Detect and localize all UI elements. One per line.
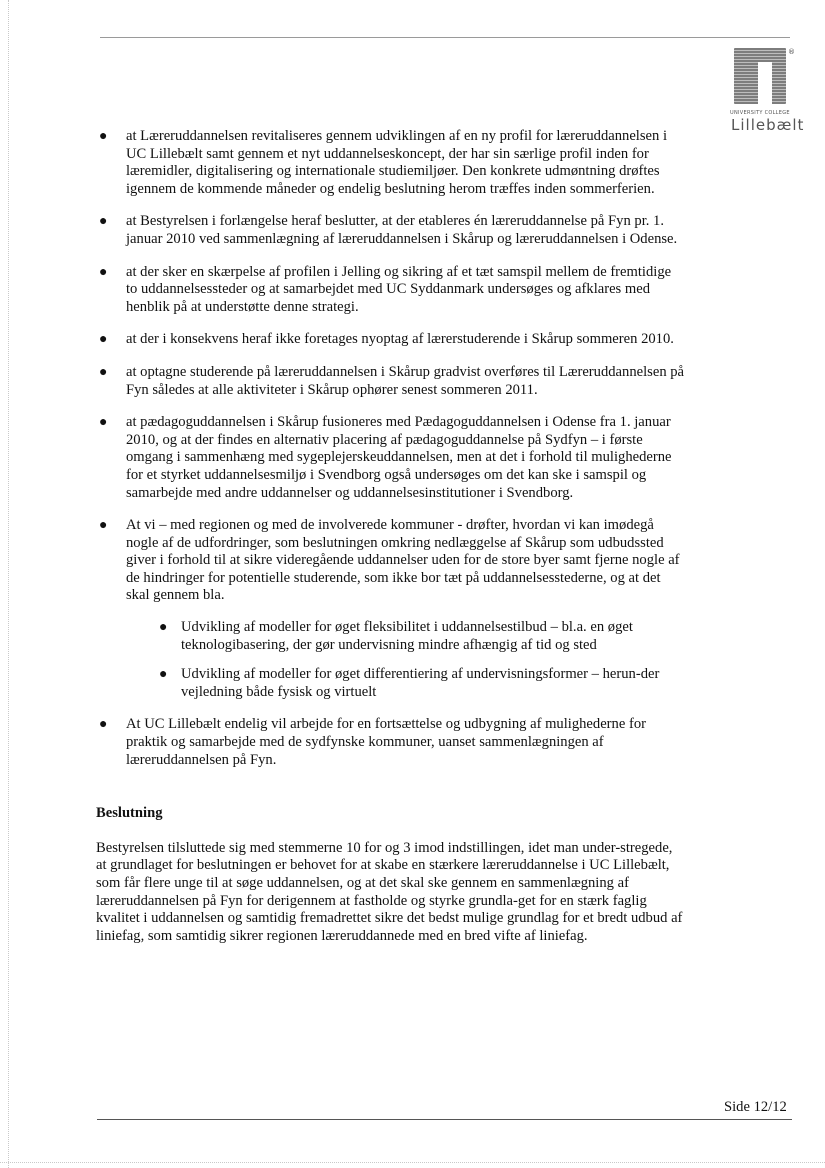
bullet-icon: ● bbox=[99, 364, 108, 380]
bullet-text: at pædagoguddannelsen i Skårup fusioneres med Pædagoguddannelsen i Odense fra 1. januar 2010, og at der findes en alternativ placering af pædagoguddannelse på Sydfyn – i første omgang i sammenhæng med sygeplejerskeuddannelsen, men at det i forhold til mulighederne for et styrket uddannelsesmiljø i Svendborg også undersøges om det kan ske i samspil og samarbejde med andre uddannelser og uddannelsesinstitutioner i Svendborg. bbox=[126, 414, 672, 501]
bullet-text: At vi – med regionen og med de involverede kommuner - drøfter, hvordan vi kan imødegå nogle af de udfordringer, som beslutningen omkring nedlæggelse af Skårup som udbudssted giver i forhold til at sikre videregående uddannelser uden for de store byer samt fjerne nogle af de hindringer for potentielle studerende, som ikke bor tæt på uddannelsesstederne, og at det skal gennem bla. bbox=[126, 517, 680, 604]
bullet-item bbox=[96, 128, 686, 198]
bullet-icon: ● bbox=[99, 518, 108, 534]
bullet-text: at Bestyrelsen i forlængelse heraf beslutter, at der etableres én læreruddannelse på Fyn pr. 1. januar 2010 ved sammenlægning af læreruddannelsen i Skårup og læreruddannelsen i Odense. bbox=[126, 213, 678, 247]
document-body bbox=[96, 128, 686, 945]
sub-bullet-text: Udvikling af modeller for øget differentiering af undervisningsformer – herun-der vejledning både fysisk og virtuelt bbox=[181, 666, 660, 700]
bullet-item bbox=[96, 414, 686, 502]
bullet-icon: ● bbox=[159, 620, 168, 636]
sub-bullet-item bbox=[126, 619, 686, 654]
page-number: Side 12/12 bbox=[724, 1099, 787, 1115]
bullet-icon: ● bbox=[99, 415, 108, 431]
bullet-item bbox=[96, 331, 686, 349]
bullet-text: at der sker en skærpelse af profilen i Jelling og sikring af et tæt samspil mellem de fremtidige to uddannelsessteder og at samarbejdet med UC Syddanmark undersøges og afklares med henblik på at understøtte denne strategi. bbox=[126, 263, 672, 315]
bullet-item bbox=[96, 716, 686, 769]
logo-mark-icon bbox=[734, 48, 786, 104]
scan-bottom-line bbox=[0, 1162, 825, 1163]
sub-bullet-list bbox=[126, 619, 686, 701]
bullet-text: At UC Lillebælt endelig vil arbejde for en fortsættelse og udbygning af mulighederne for praktik og samarbejde med de sydfynske kommuner, uanset sammenlægningen af læreruddannelsen på Fyn. bbox=[126, 716, 646, 768]
logo-subtitle: UNIVERSITY COLLEGE bbox=[730, 110, 790, 116]
bullet-text: at Læreruddannelsen revitaliseres gennem udviklingen af en ny profil for læreruddannelsen i UC Lillebælt samt gennem et nyt uddannelseskoncept, der har sin særlige profil inden for læremidler, digitalisering og internationale studiemiljøer. Den konkrete udmøntning drøftes igennem de kommende måneder og endelig beslutning herom træffes inden sommerferien. bbox=[126, 128, 668, 197]
registered-mark: ® bbox=[788, 48, 795, 56]
logo-name: Lillebælt bbox=[731, 116, 805, 134]
sub-bullet-item bbox=[126, 666, 686, 701]
bullet-icon: ● bbox=[99, 717, 108, 733]
scan-edge-line bbox=[8, 0, 9, 1168]
bullet-icon: ● bbox=[99, 214, 108, 230]
decision-heading: Beslutning bbox=[96, 805, 163, 822]
decision-paragraph: Bestyrelsen tilsluttede sig med stemmerne 10 for og 3 imod indstillingen, idet man under-stregede, at grundlaget for beslutningen er behovet for at skabe en stærkere læreruddannelse i UC Lillebælt, som får flere unge til at søge uddannelsen, og at det skal ske gennem en sammenlægning af læreruddannelsen på Fyn for derigennem at fastholde og styrke grundla-get for en stærk faglig kvalitet i uddannelsen og samtidig fremadrettet sikre det bedst mulige grundlag for et bredt udbud af liniefag, som samtidig sikrer regionen læreruddannede med en bred vifte af liniefag. bbox=[96, 839, 683, 944]
sub-bullet-text: Udvikling af modeller for øget fleksibilitet i uddannelsestilbud – bl.a. en øget teknologibasering, der gør undervisning mindre afhængig af tid og sted bbox=[181, 619, 633, 653]
bullet-item bbox=[96, 364, 686, 399]
header-rule bbox=[100, 37, 790, 38]
bullet-item bbox=[96, 517, 686, 701]
bullet-item bbox=[96, 213, 686, 248]
bullet-icon: ● bbox=[99, 332, 108, 348]
bullet-text: at optagne studerende på læreruddannelsen i Skårup gradvist overføres til Læreruddannelsen på Fyn således at alle aktiviteter i Skårup ophører senest sommeren 2011. bbox=[126, 363, 685, 398]
uc-lillebaelt-logo bbox=[728, 48, 805, 134]
footer-rule bbox=[97, 1119, 792, 1120]
bullet-icon: ● bbox=[159, 667, 168, 683]
bullet-item bbox=[96, 264, 686, 317]
bullet-text: at der i konsekvens heraf ikke foretages nyoptag af lærerstuderende i Skårup sommeren 2010. bbox=[126, 331, 674, 348]
bullet-icon: ● bbox=[99, 129, 108, 144]
bullet-list bbox=[96, 128, 686, 769]
bullet-icon: ● bbox=[99, 264, 108, 280]
